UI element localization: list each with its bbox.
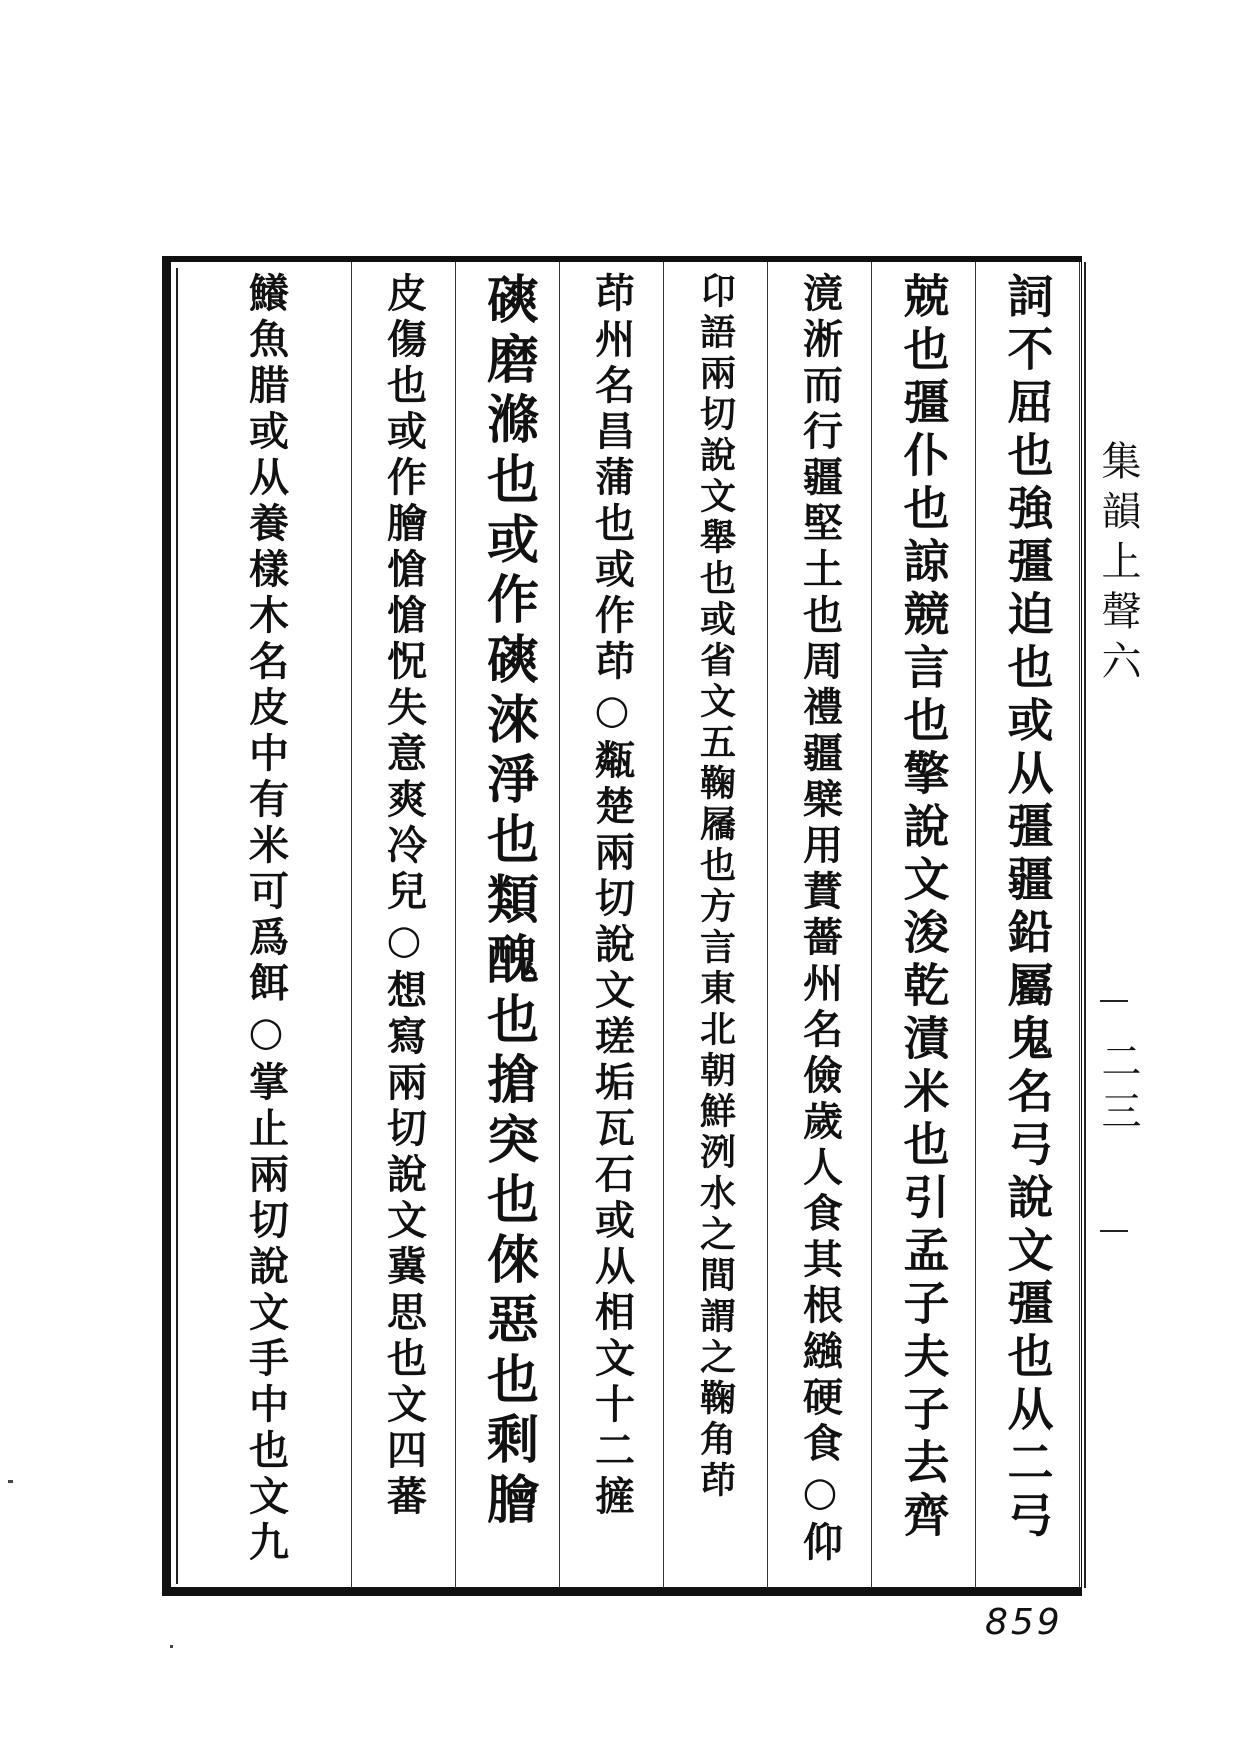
text-column-7 [352, 262, 456, 1588]
book-title [1090, 440, 1147, 690]
column-text: 磢磨滌也或作磢淶淨也類醜也搶突也倈惡也剩膾 [477, 272, 539, 1532]
margin-rule [1100, 1000, 1128, 1002]
frame-inner-line [176, 268, 178, 1584]
column-text: 詞不屈也強彊迫也或从彊疆鉛屬鬼名弓說文彊也从二弓 [1000, 272, 1055, 1544]
leaf-number: 二三 [1095, 1040, 1141, 1140]
text-column-6 [456, 262, 560, 1588]
column-text: 卬語兩切說文舉也或省文五鞠屩也方言東北朝鮮洌水之間謂之鞠角茚 [694, 272, 737, 1502]
scan-speck [8, 1480, 13, 1483]
text-column-1 [976, 262, 1080, 1588]
column-text: 皮傷也或作膾愴愴怳失意爽冷兒○想寫兩切說文冀思也文四蕃 [380, 272, 428, 1521]
text-column-4 [664, 262, 768, 1588]
page-number: 859 [985, 1602, 1063, 1643]
book-name: 集韻 [1095, 440, 1141, 540]
book-section: 上聲六 [1095, 540, 1141, 690]
column-text: 滰淅而行疆堅土也周禮疆檗用蕡薔州名儉歲人食其根繈硬食○仰 [796, 272, 844, 1567]
margin-rule [1100, 1230, 1128, 1232]
text-column-5 [560, 262, 664, 1588]
text-column-8 [180, 262, 352, 1588]
column-text: 茚州名昌蒲也或作茚○甐楚兩切說文瑳垢瓦石或从相文十二摌 [588, 272, 636, 1521]
text-column-3 [768, 262, 872, 1588]
text-column-2 [872, 262, 976, 1588]
column-text: 鱶魚腊或从養樣木名皮中有米可爲餌○掌止兩切說文手中也文九 [242, 272, 290, 1567]
scan-speck [170, 1645, 173, 1648]
column-text: 兢也彊仆也諒競言也擎說文浚乾漬米也引孟子夫子去齊 [896, 272, 951, 1544]
